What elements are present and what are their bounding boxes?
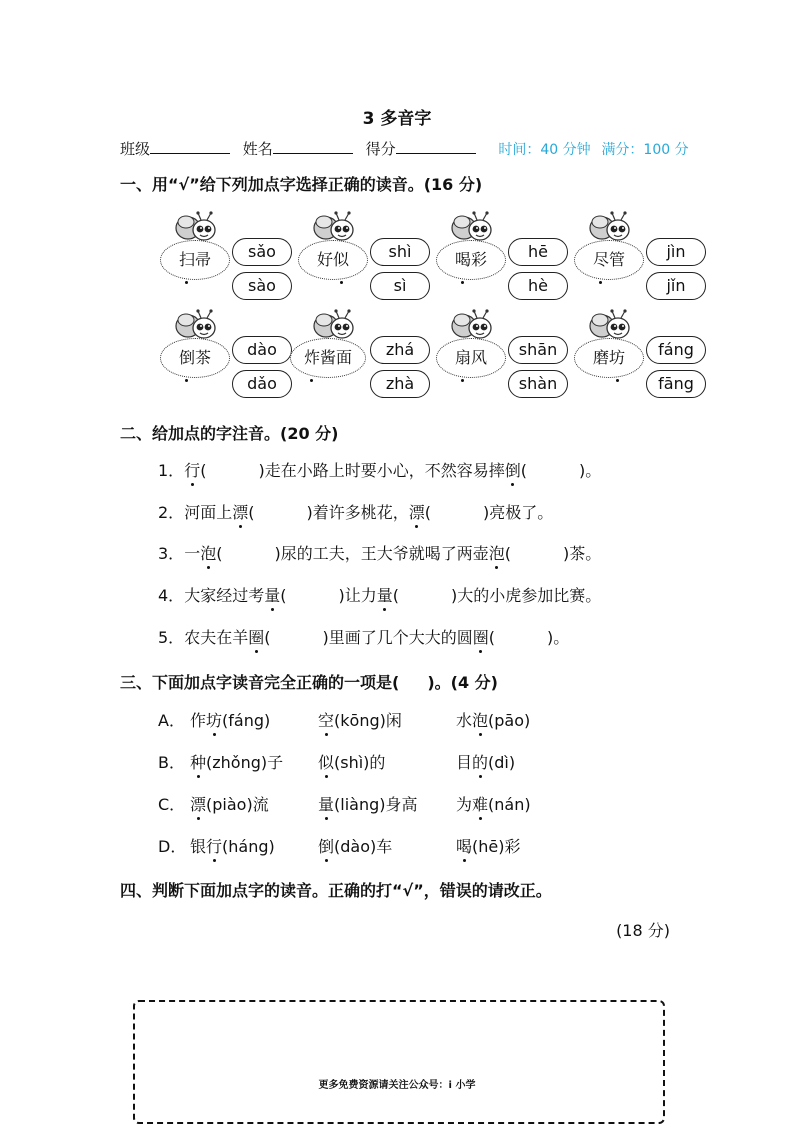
option-choice: 似(shì)的	[318, 750, 385, 773]
pinyin-option[interactable]: zhá	[370, 336, 430, 364]
dotted-char: 圈	[473, 625, 489, 648]
dotted-char: 倒	[318, 834, 334, 857]
dotted-char: 炸	[304, 339, 320, 377]
page-title: 3 多音字	[362, 109, 432, 129]
full-score: 满分：100 分	[601, 142, 689, 158]
pinyin-option[interactable]: zhà	[370, 370, 430, 398]
part2-item-3: 3．一泡( )尿的工夫，王大爷就喝了两壶泡( )茶。	[158, 541, 601, 564]
dotted-char: 种	[190, 750, 206, 773]
option-choice: 作坊(fáng)	[190, 708, 270, 731]
pinyin-group	[160, 210, 300, 300]
part2-item-4: 4．大家经过考量( )让力量( )大的小虎参加比赛。	[158, 583, 601, 606]
dotted-char: 喝	[456, 834, 472, 857]
score-label: 得分	[365, 140, 396, 158]
pinyin-option[interactable]: shān	[508, 336, 568, 364]
part4-heading: 四、判断下面加点字的读音。正确的打“√”，错误的请改正。	[120, 881, 552, 900]
dotted-char: 泡	[200, 541, 216, 564]
word-bubble	[290, 338, 366, 378]
bee-icon	[450, 308, 498, 342]
dotted-char: 量	[318, 792, 334, 815]
option-choice: 量(liàng)身高	[318, 792, 418, 815]
info-line	[120, 138, 689, 159]
dotted-char: 行	[206, 834, 222, 857]
word-text: 好	[316, 250, 333, 269]
bee-icon	[312, 210, 360, 244]
dotted-char: 行	[184, 458, 200, 481]
pinyin-option[interactable]: dǎo	[232, 370, 292, 398]
pinyin-option[interactable]: jìn	[646, 238, 706, 266]
pinyin-option[interactable]: shàn	[508, 370, 568, 398]
dotted-char: 漂	[232, 500, 248, 523]
word-text: 帚	[195, 250, 212, 269]
dotted-char: 泡	[489, 541, 505, 564]
part1-heading: 一、用“√”给下列加点字选择正确的读音。(16 分)	[120, 175, 483, 194]
dotted-char: 空	[318, 708, 334, 731]
word-text: 酱面	[320, 348, 353, 367]
part2-heading: 二、给加点的字注音。(20 分)	[120, 424, 339, 443]
pinyin-group	[574, 308, 714, 398]
option-choice: 目的(dì)	[456, 750, 515, 773]
word-bubble	[436, 338, 506, 378]
footer-note: 更多免费资源请关注公众号：i 小学	[318, 1080, 476, 1091]
word-bubble	[436, 240, 506, 280]
dotted-char: 坊	[206, 708, 222, 731]
bee-icon	[174, 210, 222, 244]
part3-heading: 三、下面加点字读音完全正确的一项是( )。(4 分)	[120, 673, 498, 692]
pinyin-option[interactable]: dào	[232, 336, 292, 364]
score-blank[interactable]	[396, 139, 476, 154]
class-label: 班级	[120, 140, 151, 158]
footer-box	[133, 1000, 665, 1124]
bee-icon	[174, 308, 222, 342]
dotted-char: 似	[333, 241, 349, 279]
pinyin-option[interactable]: jǐn	[646, 272, 706, 300]
class-blank[interactable]	[150, 139, 230, 154]
part4-score: (18 分)	[616, 921, 670, 940]
pinyin-option[interactable]: shì	[370, 238, 430, 266]
option-letter: A．	[158, 711, 185, 730]
part2-item-5: 5．农夫在羊圈( )里画了几个大大的圆圈( )。	[158, 625, 569, 648]
pinyin-option[interactable]: fáng	[646, 336, 706, 364]
word-text: 磨	[592, 348, 609, 367]
dotted-char: 扇	[455, 339, 471, 377]
dotted-char: 扫	[179, 241, 195, 279]
pinyin-option[interactable]: hē	[508, 238, 568, 266]
pinyin-group	[298, 308, 438, 398]
dotted-char: 的	[472, 750, 488, 773]
pinyin-group	[436, 210, 576, 300]
option-letter: C．	[158, 795, 186, 814]
dotted-char: 难	[472, 792, 488, 815]
option-choice: 为难(nán)	[456, 792, 531, 815]
bee-icon	[588, 308, 636, 342]
dotted-char: 似	[318, 750, 334, 773]
option-letter: D．	[158, 837, 187, 856]
pinyin-option[interactable]: sào	[232, 272, 292, 300]
bee-icon	[312, 308, 360, 342]
dotted-char: 漂	[409, 500, 425, 523]
word-bubble	[160, 240, 230, 280]
word-bubble	[160, 338, 230, 378]
dotted-char: 倒	[179, 339, 195, 377]
word-bubble	[298, 240, 368, 280]
word-text: 茶	[195, 348, 212, 367]
pinyin-group	[298, 210, 438, 300]
option-choice: 喝(hē)彩	[456, 834, 521, 857]
name-blank[interactable]	[273, 139, 353, 154]
dotted-char: 量	[264, 583, 280, 606]
dotted-char: 圈	[248, 625, 264, 648]
dotted-char: 坊	[609, 339, 625, 377]
pinyin-option[interactable]: sǎo	[232, 238, 292, 266]
bee-icon	[450, 210, 498, 244]
option-choice: 漂(piào)流	[190, 792, 269, 815]
pinyin-group	[436, 308, 576, 398]
part2-item-2: 2．河面上漂( )着许多桃花，漂( )亮极了。	[158, 500, 553, 523]
word-bubble	[574, 240, 644, 280]
option-choice: 水泡(pāo)	[456, 708, 530, 731]
part2-item-1: 1．行( )走在小路上时要小心，不然容易摔倒( )。	[158, 458, 601, 481]
dotted-char: 喝	[455, 241, 471, 279]
option-choice: 倒(dào)车	[318, 834, 392, 857]
option-choice: 银行(háng)	[190, 834, 275, 857]
pinyin-option[interactable]: hè	[508, 272, 568, 300]
dotted-char: 漂	[190, 792, 206, 815]
name-label: 姓名	[242, 140, 273, 158]
dotted-char: 尽	[593, 241, 609, 279]
pinyin-group	[574, 210, 714, 300]
pinyin-option[interactable]: fāng	[646, 370, 706, 398]
option-letter: B．	[158, 753, 185, 772]
option-choice: 种(zhǒng)子	[190, 750, 283, 773]
time-limit: 时间：40 分钟	[498, 142, 591, 158]
dotted-char: 量	[377, 583, 393, 606]
word-bubble	[574, 338, 644, 378]
dotted-char: 泡	[472, 708, 488, 731]
word-text: 风	[471, 348, 488, 367]
pinyin-option[interactable]: sì	[370, 272, 430, 300]
word-text: 管	[609, 250, 626, 269]
dotted-char: 倒	[505, 458, 521, 481]
pinyin-group	[160, 308, 300, 398]
option-choice: 空(kōng)闲	[318, 708, 402, 731]
word-text: 彩	[471, 250, 488, 269]
bee-icon	[588, 210, 636, 244]
